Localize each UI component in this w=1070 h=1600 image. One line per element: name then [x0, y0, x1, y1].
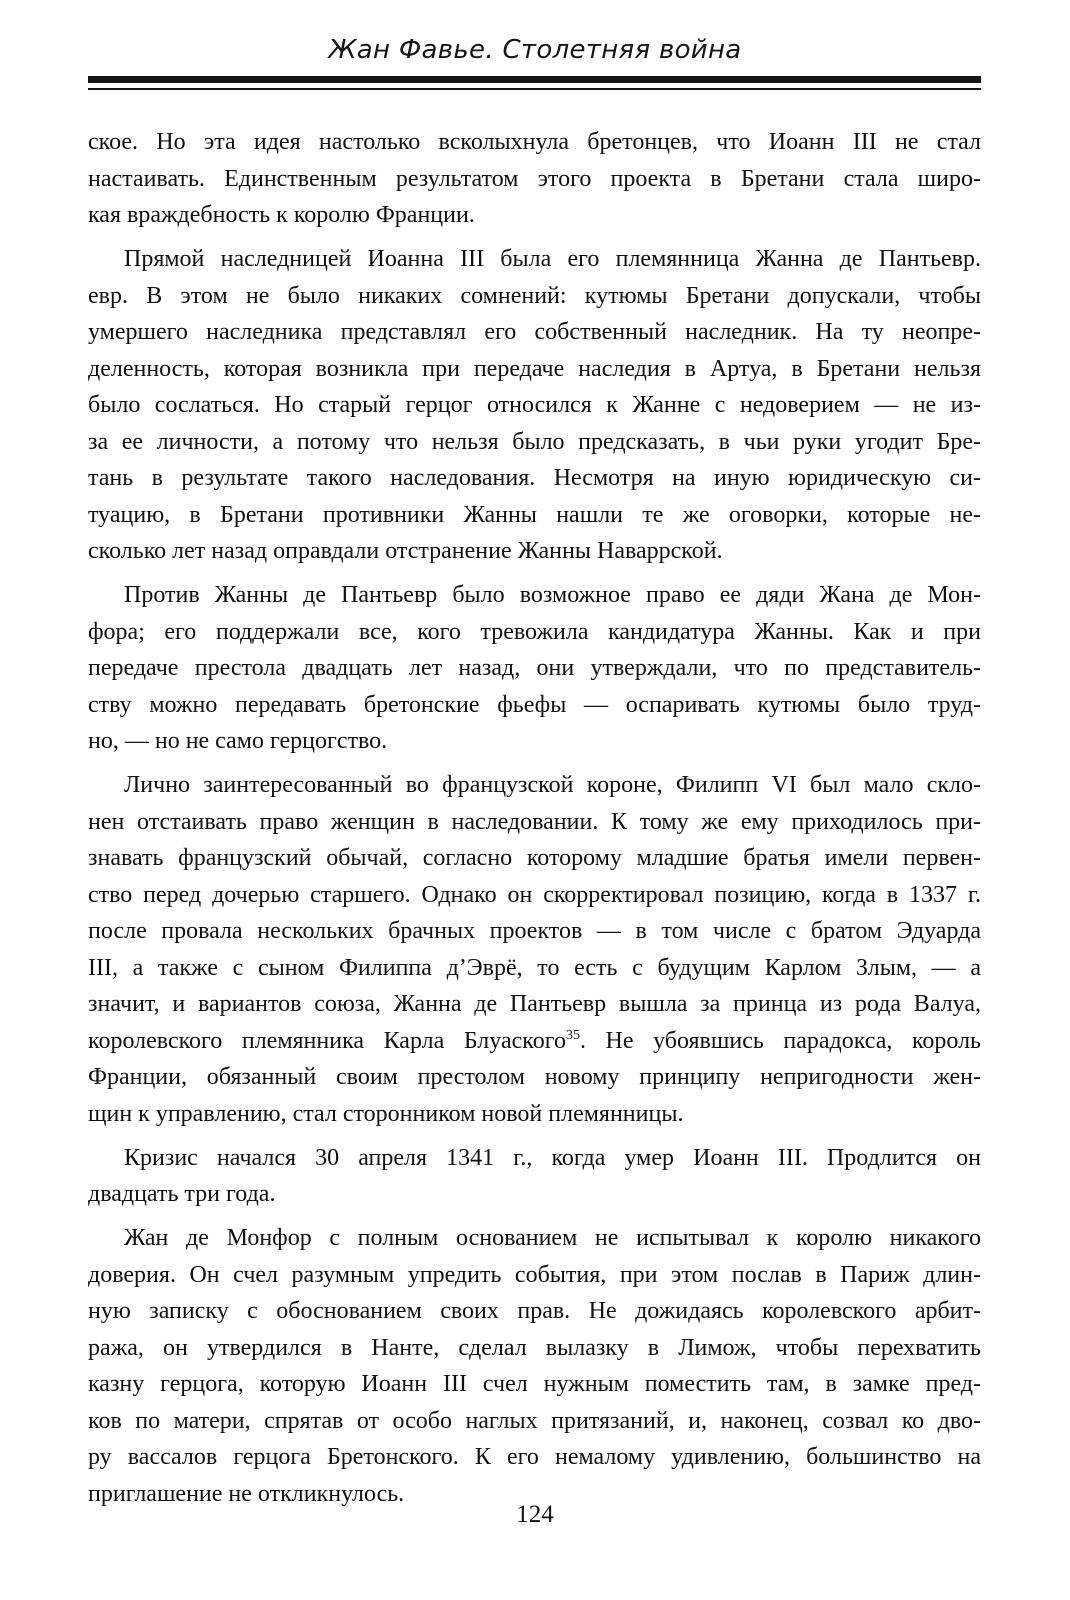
- text-line: двадцать три года.: [88, 1181, 276, 1207]
- header-rule-thin: [88, 88, 981, 90]
- text-line: кая враждебность к королю Франции.: [88, 202, 475, 228]
- text-line: было сослаться. Но старый герцог относился к Жанне с недоверием — не из-: [88, 392, 981, 418]
- text-line: знавать французский обычай, согласно которому младшие братья имели первен-: [88, 845, 981, 871]
- text-line: евр. В этом не было никаких сомнений: кутюмы Бретани допускали, чтобы: [88, 282, 981, 309]
- text-line: деленность, которая возникла при передаче наследия в Артуа, в Бретани нельзя: [88, 355, 981, 382]
- text-line: умершего наследника представлял его собственный наследник. На ту неопре-: [88, 319, 981, 345]
- paragraph-4: [88, 767, 981, 1132]
- footnote-ref-35: 35: [565, 1027, 580, 1043]
- paragraph-5: [88, 1140, 981, 1213]
- text-line: Кризис начался 30 апреля 1341 г., когда умер Иоанн III. Продлится он: [124, 1144, 981, 1171]
- text-line-end: . Не убоявшись парадокса, король: [579, 1027, 982, 1054]
- text-line: приглашение не откликнулось.: [88, 1480, 405, 1507]
- text-line: III, а также с сыном Филиппа д’Эврё, то есть с будущим Карлом Злым, — а: [88, 954, 981, 981]
- text-line: ство перед дочерью старшего. Однако он скорректировал позицию, когда в 1337 г.: [88, 881, 981, 908]
- text-line: Против Жанны де Пантьевр было возможное право ее дяди Жана де Мон-: [124, 582, 981, 608]
- text-line: фора; его поддержали все, кого тревожила кандидатура Жанны. Как и при: [88, 618, 981, 645]
- text-line: Лично заинтересованный во французской короне, Филипп VI был мало скло-: [124, 772, 981, 798]
- text-line: значит, и вариантов союза, Жанна де Пантьевр вышла за принца из рода Валуа,: [88, 991, 981, 1017]
- text-line: за ее личности, а потому что нельзя было предсказать, в чьи руки угодит Бре-: [88, 428, 981, 455]
- text-line: Франции, обязанный своим престолом новому принципу непригодности жен-: [88, 1064, 981, 1090]
- text-line: но, — но не само герцогство.: [88, 728, 388, 754]
- text-line: казну герцога, которую Иоанн III счел нужным поместить там, в замке пред-: [88, 1371, 981, 1397]
- paragraph-2: [88, 241, 981, 570]
- paragraph-3: [88, 577, 981, 760]
- text-line-with-footnote: [88, 1023, 981, 1060]
- text-line: ру вассалов герцога Бретонского. К его немалому удивлению, большинство на: [88, 1444, 981, 1470]
- header-rule-thick: [88, 76, 981, 83]
- body-text: [88, 124, 981, 1520]
- text-line: ское. Но эта идея настолько всколыхнула бретонцев, что Иоанн III не стал: [88, 129, 981, 155]
- text-line: ков по матери, спрятав от особо наглых притязаний, и, наконец, созвал ко дво-: [88, 1407, 981, 1434]
- running-header: Жан Фавье. Столетняя война: [328, 35, 742, 65]
- text-line: ную записку с обоснованием своих прав. Не дожидаясь королевского арбит-: [88, 1298, 981, 1324]
- text-line: туацию, в Бретани противники Жанны нашли те же оговорки, которые не-: [88, 501, 981, 528]
- text-line: Жан де Монфор с полным основанием не испытывал к королю никакого: [124, 1225, 981, 1251]
- text-line: сколько лет назад оправдали отстранение Жанны Наваррской.: [88, 538, 723, 564]
- text-line: Прямой наследницей Иоанна III была его племянница Жанна де Пантьевр.: [124, 246, 981, 272]
- text-line: ству можно передавать бретонские фьефы — оспаривать кутюмы было труд-: [88, 691, 981, 718]
- text-line: после провала нескольких брачных проектов — в том числе с братом Эдуарда: [88, 918, 981, 944]
- paragraph-6: [88, 1220, 981, 1512]
- text-line: ража, он утвердился в Нанте, сделал вылазку в Лимож, чтобы перехватить: [88, 1334, 981, 1361]
- text-line: передаче престола двадцать лет назад, они утверждали, что по представитель-: [88, 655, 981, 681]
- text-line-start: королевского племянника Карла Блуаского: [88, 1027, 566, 1054]
- text-line: доверия. Он счел разумным упредить события, при этом послав в Париж длин-: [88, 1261, 981, 1288]
- text-line: тань в результате такого наследования. Несмотря на иную юридическую си-: [88, 465, 981, 491]
- text-line: нен отстаивать право женщин в наследовании. К тому же ему приходилось при-: [88, 808, 981, 835]
- text-line: щин к управлению, стал сторонником новой племянницы.: [88, 1100, 684, 1127]
- page-number: 124: [516, 1501, 554, 1528]
- text-line: настаивать. Единственным результатом этого проекта в Бретани стала широ-: [88, 165, 981, 192]
- paragraph-1: [88, 124, 981, 234]
